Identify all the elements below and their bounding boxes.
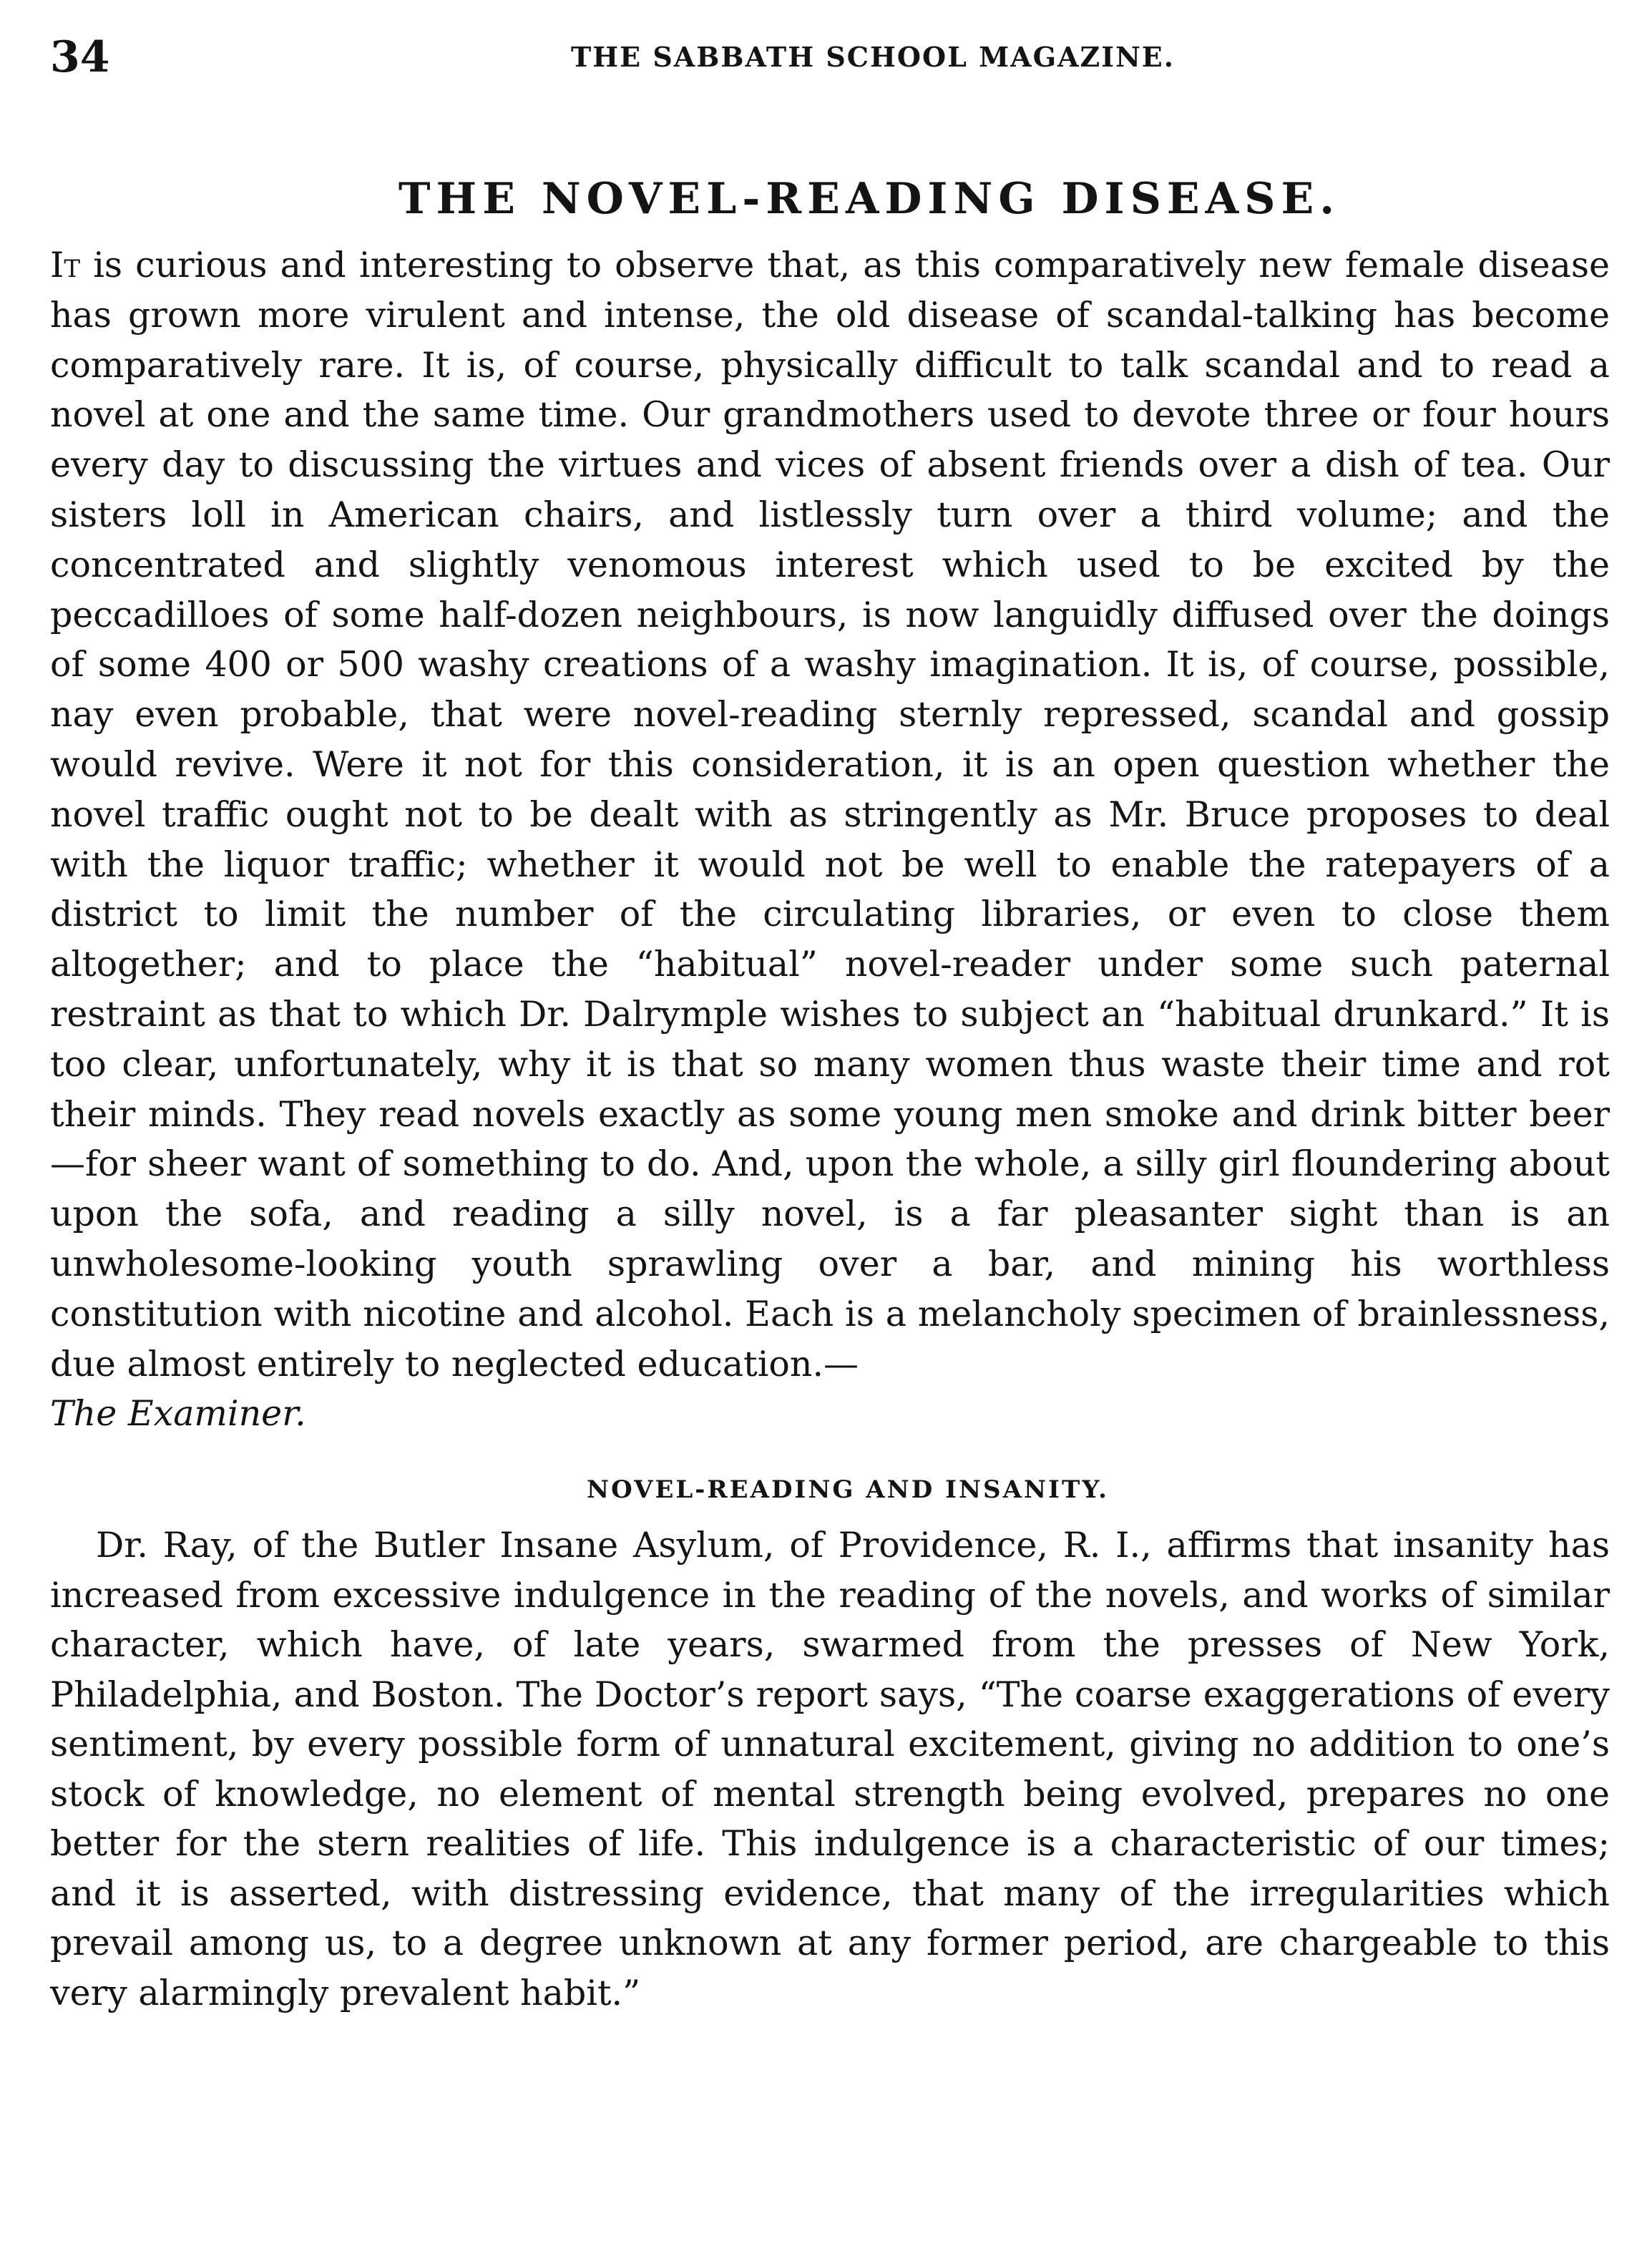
article-title: THE NOVEL-READING DISEASE. — [398, 174, 1341, 224]
page-number: 34 — [50, 32, 110, 82]
article-body — [50, 240, 1610, 1389]
section-heading: NOVEL-READING AND INSANITY. — [586, 1475, 1109, 1505]
magazine-title: THE SABBATH SCHOOL MAGAZINE. — [570, 41, 1176, 73]
running-head — [50, 29, 1610, 86]
article-body-text: is curious and interesting to observe that, as this comparatively new female disease has grown more virulent and intense, the old disease of scandal-talking has become comparatively rare. It is, of course, physically difficult to talk scandal and to read a novel at one and the same time. Our grandmothers used to devote three or four hours every day to discussing the virtues and vices of absent friends over a dish of tea. Our sisters loll in American chairs, and listlessly turn over a third volume; and the concentrated and slightly venomous interest which used to be excited by the peccadilloes of some half-dozen neighbours, is now languidly diffused over the doings of some 400 or 500 washy creations of a washy imagination. It is, of course, possible, nay even probable, that were novel-reading sternly repressed, scandal and gossip would revive. Were it not for this consideration, it is an open question whether the novel traffic ought not to be dealt with as stringently as Mr. Bruce proposes to deal with the liquor traffic; whether it would not be well to enable the ratepayers of a district to limit the number of the circulating libraries, or even to close them altogether; and to place the “habitual” novel-reader under some such paternal restraint as that to which Dr. Dalrymple wishes to subject an “habitual drunkard.” It is too clear, unfortunately, why it is that so many women thus waste their time and rot their minds. They read novels exactly as some young men smoke and drink bitter beer—for sheer want of something to do. And, upon the whole, a silly girl floundering about upon the sofa, and reading a silly novel, is a far pleasanter sight than is an unwholesome-looking youth sprawling over a bar, and mining his worthless constitution with nicotine and alcohol. Each is a melancholy specimen of brainlessness, due almost entirely to neglected education.— — [50, 245, 1611, 1385]
magazine-page — [50, 29, 1610, 2018]
source-attribution: The Examiner. — [50, 1393, 306, 1435]
section-body: Dr. Ray, of the Butler Insane Asylum, of Providence, R. I., affirms that insanity has increased from excessive indulgence in the reading of the novels, and works of similar character, which have, of late years, swarmed from the presses of New York, Philadelphia, and Boston. The Doctor’s report says, “The coarse exaggerations of every sentiment, by every possible form of unnatural excitement, giving no addition to one’s stock of knowledge, no element of mental strength being evolved, prepares no one better for the stern realities of life. This indulgence is a characteristic of our times; and it is asserted, with distressing evidence, that many of the irregularities which prevail among us, to a degree unknown at any former period, are chargeable to this very alarmingly prevalent habit.” — [50, 1525, 1610, 2013]
opening-word: It — [50, 245, 81, 285]
